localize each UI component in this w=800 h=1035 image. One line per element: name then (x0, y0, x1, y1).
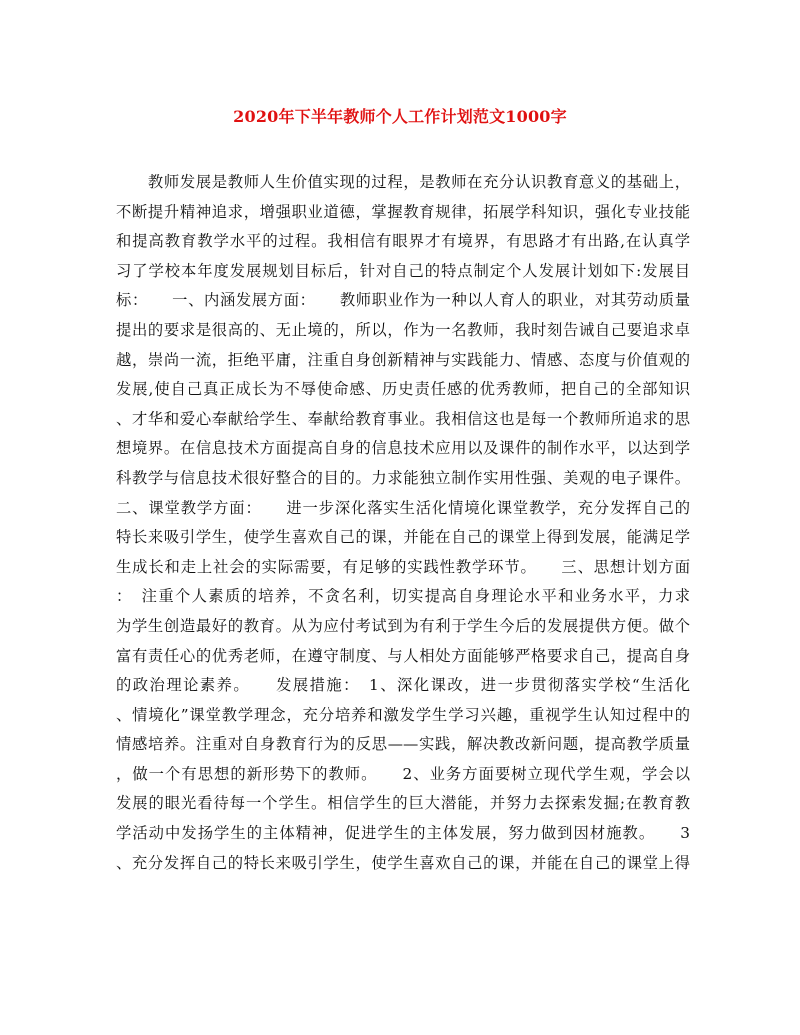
body-line: 富有责任心的优秀老师，在遵守制度、与人相处方面能够严格要求自己，提高自身 (116, 646, 690, 665)
body-line: 发展的眼光看待每一个学生。相信学生的巨大潜能，并努力去探索发掘;在教育教 (116, 794, 690, 813)
body-line: 、情境化”课堂教学理念，充分培养和激发学生学习兴趣，重视学生认知过程中的 (116, 705, 690, 724)
body-line: 发展,使自己真正成长为不辱使命感、历史责任感的优秀教师，把自己的全部知识 (116, 380, 690, 399)
body-line: 不断提升精神追求，增强职业道德，掌握教育规律，拓展学科知识，强化专业技能 (116, 202, 690, 221)
body-line: ： 注重个人素质的培养，不贪名利，切实提高自身理论水平和业务水平，力求 (116, 587, 690, 606)
body-line: 生成长和走上社会的实际需要，有足够的实践性教学环节。 三、思想计划方面 (116, 557, 690, 576)
document-title: 2020年下半年教师个人工作计划范文1000字 (233, 107, 567, 126)
body-line: 情感培养。注重对自身教育行为的反思——实践，解决教改新问题，提高教学质量 (116, 735, 690, 754)
body-line: 科教学与信息技术很好整合的目的。力求能独立制作实用性强、美观的电子课件。 (116, 468, 690, 487)
document-body (116, 168, 690, 878)
body-line: 的政治理论素养。 发展措施： 1、深化课改，进一步贯彻落实学校“生活化 (116, 676, 690, 695)
body-line: 、才华和爱心奉献给学生、奉献给教育事业。我相信这也是每一个教师所追求的思 (116, 409, 690, 428)
body-line: 越，崇尚一流，拒绝平庸，注重自身创新精神与实践能力、情感、态度与价值观的 (116, 350, 690, 369)
body-line: 特长来吸引学生，使学生喜欢自己的课，并能在自己的课堂上得到发展，能满足学 (116, 528, 690, 547)
body-line: 习了学校本年度发展规划目标后，针对自己的特点制定个人发展计划如下:发展目 (116, 261, 690, 280)
body-line: 、充分发挥自己的特长来吸引学生，使学生喜欢自己的课，并能在自己的课堂上得 (116, 853, 690, 872)
body-line: 标： 一、内涵发展方面： 教师职业作为一种以人育人的职业，对其劳动质量 (116, 291, 690, 310)
body-line: 为学生创造最好的教育。从为应付考试到为有利于学生今后的发展提供方便。做个 (116, 616, 690, 635)
body-line: 和提高教育教学水平的过程。我相信有眼界才有境界，有思路才有出路,在认真学 (116, 232, 690, 251)
body-line: 二、课堂教学方面： 进一步深化落实生活化情境化课堂教学，充分发挥自己的 (116, 498, 690, 517)
body-line: 教师发展是教师人生价值实现的过程，是教师在充分认识教育意义的基础上， (116, 173, 690, 191)
body-line: ，做一个有思想的新形势下的教师。 2、业务方面要树立现代学生观，学会以 (116, 764, 690, 783)
body-line: 学活动中发扬学生的主体精神，促进学生的主体发展，努力做到因材施教。 3 (116, 824, 690, 843)
body-line: 想境界。在信息技术方面提高自身的信息技术应用以及课件的制作水平，以达到学 (116, 439, 690, 458)
body-line: 提出的要求是很高的、无止境的，所以，作为一名教师，我时刻告诫自己要追求卓 (116, 320, 690, 339)
